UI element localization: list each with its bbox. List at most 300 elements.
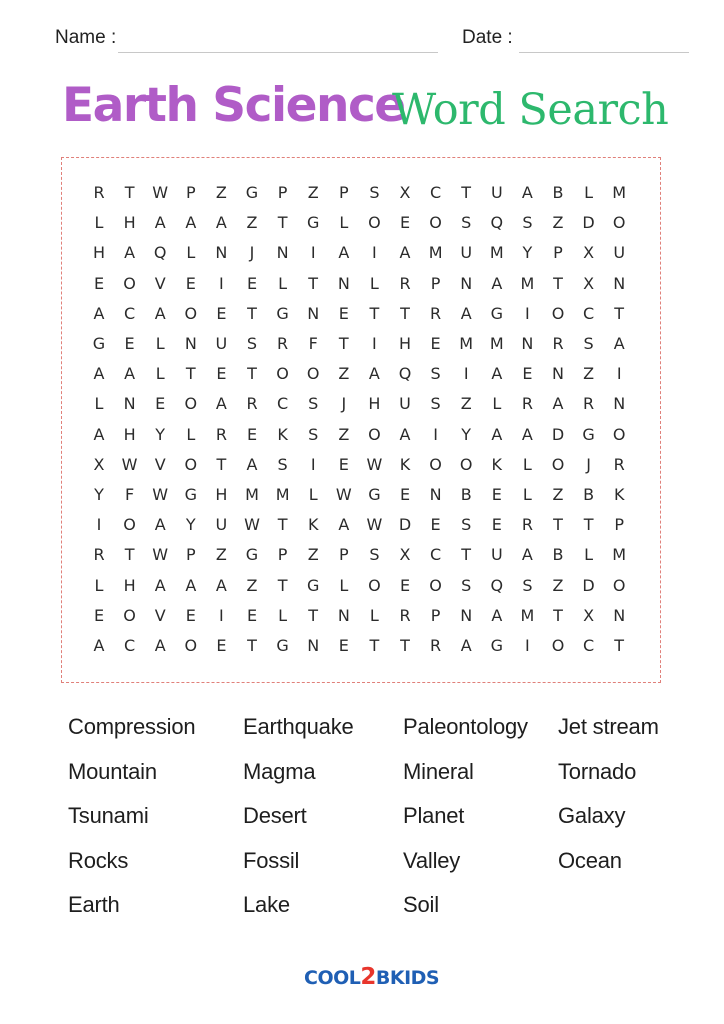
grid-letter[interactable]: T bbox=[247, 303, 257, 323]
grid-letter[interactable]: B bbox=[552, 183, 564, 202]
grid-letter[interactable]: M bbox=[520, 605, 535, 625]
grid-letter[interactable]: L bbox=[278, 273, 288, 293]
grid-letter[interactable]: R bbox=[613, 454, 625, 474]
grid-letter[interactable]: A bbox=[154, 213, 166, 233]
grid-letter[interactable]: L bbox=[339, 213, 349, 233]
name-field[interactable] bbox=[118, 52, 438, 53]
grid-letter[interactable]: N bbox=[460, 273, 473, 293]
grid-letter[interactable]: X bbox=[583, 243, 595, 263]
grid-letter[interactable]: N bbox=[307, 303, 320, 323]
grid-letter[interactable]: T bbox=[553, 605, 563, 625]
grid-letter[interactable]: G bbox=[184, 485, 197, 504]
grid-letter[interactable]: A bbox=[338, 515, 350, 535]
grid-letter[interactable]: S bbox=[308, 394, 319, 414]
grid-letter[interactable]: L bbox=[522, 485, 532, 504]
grid-letter[interactable]: V bbox=[154, 273, 166, 293]
grid-letter[interactable]: P bbox=[430, 605, 441, 625]
grid-letter[interactable]: X bbox=[399, 545, 411, 565]
grid-letter[interactable]: E bbox=[399, 485, 411, 504]
grid-letter[interactable]: C bbox=[430, 545, 442, 565]
grid-letter[interactable]: B bbox=[552, 545, 564, 565]
grid-letter[interactable]: N bbox=[123, 394, 136, 414]
grid-letter[interactable]: L bbox=[155, 334, 165, 353]
grid-letter[interactable]: Z bbox=[215, 545, 227, 565]
grid-letter[interactable]: S bbox=[461, 515, 472, 535]
grid-letter[interactable]: E bbox=[522, 364, 533, 384]
grid-letter[interactable]: E bbox=[185, 273, 196, 293]
grid-letter[interactable]: I bbox=[525, 303, 530, 323]
grid-letter[interactable]: P bbox=[553, 243, 563, 263]
grid-letter[interactable]: G bbox=[582, 424, 595, 444]
grid-letter[interactable]: O bbox=[551, 636, 565, 655]
grid-letter[interactable]: H bbox=[123, 213, 136, 233]
grid-letter[interactable]: O bbox=[123, 273, 136, 293]
grid-letter[interactable]: R bbox=[93, 545, 105, 565]
grid-letter[interactable]: H bbox=[92, 243, 106, 263]
grid-letter[interactable]: J bbox=[586, 454, 591, 474]
grid-letter[interactable]: U bbox=[613, 243, 626, 263]
grid-letter[interactable]: P bbox=[277, 545, 288, 565]
grid-letter[interactable]: R bbox=[430, 636, 442, 655]
grid-letter[interactable]: R bbox=[399, 605, 411, 625]
grid-letter[interactable]: L bbox=[339, 575, 349, 595]
grid-letter[interactable]: T bbox=[338, 334, 349, 353]
grid-letter[interactable]: O bbox=[184, 636, 198, 655]
grid-letter[interactable]: E bbox=[430, 515, 441, 535]
grid-letter[interactable]: A bbox=[93, 424, 105, 444]
grid-letter[interactable]: O bbox=[184, 303, 198, 323]
grid-letter[interactable]: O bbox=[368, 424, 381, 444]
grid-letter[interactable]: N bbox=[613, 605, 626, 625]
grid-letter[interactable]: A bbox=[521, 424, 533, 444]
grid-letter[interactable]: A bbox=[124, 364, 136, 384]
grid-letter[interactable]: A bbox=[154, 636, 166, 655]
grid-letter[interactable]: P bbox=[277, 183, 288, 202]
grid-letter[interactable]: L bbox=[94, 575, 104, 595]
grid-letter[interactable]: L bbox=[584, 545, 594, 565]
grid-letter[interactable]: I bbox=[310, 243, 316, 263]
grid-letter[interactable]: P bbox=[338, 183, 349, 202]
grid-row bbox=[84, 631, 644, 661]
grid-letter[interactable]: O bbox=[123, 605, 136, 625]
grid-letter[interactable]: Z bbox=[307, 545, 319, 565]
grid-letter[interactable]: W bbox=[366, 515, 383, 535]
grid-letter[interactable]: X bbox=[583, 605, 595, 625]
grid-letter[interactable]: X bbox=[399, 183, 411, 202]
grid-letter[interactable]: W bbox=[152, 545, 169, 565]
grid-letter[interactable]: A bbox=[215, 394, 227, 414]
grid-letter[interactable]: G bbox=[92, 334, 106, 353]
grid-letter[interactable]: E bbox=[246, 273, 258, 293]
grid-letter[interactable]: E bbox=[430, 334, 441, 353]
word-list-item: Tornado bbox=[558, 758, 637, 784]
grid-letter[interactable]: Q bbox=[490, 213, 504, 233]
grid-letter[interactable]: B bbox=[583, 485, 595, 504]
grid-letter[interactable]: T bbox=[400, 303, 410, 323]
grid-letter[interactable]: C bbox=[430, 183, 442, 202]
grid-letter[interactable]: U bbox=[215, 515, 228, 535]
grid-letter[interactable]: P bbox=[430, 273, 441, 293]
grid-letter[interactable]: O bbox=[184, 394, 198, 414]
grid-letter[interactable]: A bbox=[460, 303, 472, 323]
grid-letter[interactable]: A bbox=[154, 515, 166, 535]
grid-letter[interactable]: O bbox=[551, 454, 565, 474]
grid-letter[interactable]: O bbox=[429, 575, 442, 595]
grid-letter[interactable]: H bbox=[368, 394, 381, 414]
grid-letter[interactable]: Z bbox=[215, 183, 227, 202]
grid-letter[interactable]: G bbox=[490, 636, 503, 655]
grid-letter[interactable]: T bbox=[277, 213, 288, 233]
grid-letter[interactable]: I bbox=[372, 334, 377, 353]
grid-letter[interactable]: W bbox=[152, 183, 169, 202]
grid-letter[interactable]: T bbox=[400, 636, 410, 655]
grid-letter[interactable]: L bbox=[186, 243, 196, 263]
grid-letter[interactable]: R bbox=[583, 394, 595, 414]
grid-letter[interactable]: N bbox=[460, 605, 473, 625]
grid-letter[interactable]: M bbox=[489, 334, 504, 353]
grid-letter[interactable]: D bbox=[582, 575, 595, 595]
grid-letter[interactable]: K bbox=[277, 424, 288, 444]
grid-letter[interactable]: Q bbox=[153, 243, 167, 263]
grid-letter[interactable]: Y bbox=[185, 515, 196, 535]
grid-letter[interactable]: T bbox=[614, 303, 625, 323]
grid-letter[interactable]: U bbox=[490, 545, 503, 565]
grid-letter[interactable]: L bbox=[369, 273, 379, 293]
grid-letter[interactable]: T bbox=[308, 605, 319, 625]
grid-letter[interactable]: O bbox=[459, 454, 473, 474]
grid-letter[interactable]: Y bbox=[522, 243, 533, 263]
grid-letter[interactable]: O bbox=[306, 364, 320, 384]
grid-letter[interactable]: N bbox=[307, 636, 320, 655]
grid-letter[interactable]: E bbox=[491, 515, 502, 535]
grid-letter[interactable]: B bbox=[460, 485, 472, 504]
grid-letter[interactable]: A bbox=[93, 364, 105, 384]
grid-letter[interactable]: R bbox=[215, 424, 227, 444]
grid-letter[interactable]: E bbox=[338, 636, 349, 655]
grid-letter[interactable]: I bbox=[219, 605, 224, 625]
grid-letter[interactable]: J bbox=[341, 394, 347, 414]
grid-letter[interactable]: R bbox=[430, 303, 442, 323]
grid-letter[interactable]: L bbox=[492, 394, 502, 414]
grid-letter[interactable]: I bbox=[433, 424, 438, 444]
grid-letter[interactable]: O bbox=[429, 454, 442, 474]
grid-letter[interactable]: O bbox=[123, 515, 136, 535]
grid-letter[interactable]: A bbox=[491, 364, 503, 384]
grid-letter[interactable]: A bbox=[215, 213, 227, 233]
grid-letter[interactable]: C bbox=[277, 394, 289, 414]
grid-letter[interactable]: G bbox=[276, 303, 289, 323]
grid-letter[interactable]: W bbox=[121, 454, 138, 474]
grid-letter[interactable]: L bbox=[278, 605, 288, 625]
grid-letter[interactable]: E bbox=[338, 454, 349, 474]
grid-letter[interactable]: Y bbox=[155, 424, 166, 444]
grid-letter[interactable]: S bbox=[430, 394, 441, 414]
grid-letter[interactable]: M bbox=[612, 183, 627, 202]
grid-letter[interactable]: L bbox=[369, 605, 379, 625]
grid-letter[interactable]: S bbox=[461, 213, 472, 233]
grid-letter[interactable]: A bbox=[368, 364, 380, 384]
grid-letter[interactable]: N bbox=[613, 273, 626, 293]
grid-letter[interactable]: G bbox=[368, 485, 381, 504]
grid-letter[interactable]: T bbox=[277, 515, 288, 535]
grid-letter[interactable]: T bbox=[277, 575, 288, 595]
grid-letter[interactable]: G bbox=[276, 636, 289, 655]
grid-letter[interactable]: T bbox=[124, 183, 135, 202]
grid-letter[interactable]: I bbox=[616, 364, 622, 384]
grid-letter[interactable]: A bbox=[185, 213, 197, 233]
grid-letter[interactable]: A bbox=[399, 424, 411, 444]
grid-letter[interactable]: R bbox=[552, 334, 564, 353]
grid-letter[interactable]: W bbox=[152, 485, 169, 504]
grid-letter[interactable]: K bbox=[399, 454, 411, 474]
grid-letter[interactable]: E bbox=[399, 213, 411, 233]
grid-letter[interactable]: S bbox=[522, 575, 533, 595]
grid-letter[interactable]: G bbox=[490, 303, 503, 323]
grid-letter[interactable]: A bbox=[124, 243, 136, 263]
grid-letter[interactable]: S bbox=[583, 334, 594, 353]
grid-letter[interactable]: E bbox=[246, 424, 258, 444]
grid-letter[interactable]: E bbox=[93, 273, 105, 293]
grid-letter[interactable]: F bbox=[308, 334, 318, 353]
grid-letter[interactable]: I bbox=[372, 243, 377, 263]
grid-letter[interactable]: K bbox=[307, 515, 319, 535]
grid-row bbox=[84, 329, 644, 359]
grid-letter[interactable]: C bbox=[124, 636, 136, 655]
grid-letter[interactable]: H bbox=[123, 424, 136, 444]
header-row bbox=[0, 26, 724, 56]
grid-letter[interactable]: U bbox=[215, 334, 228, 353]
grid-letter[interactable]: L bbox=[155, 364, 165, 384]
grid-letter[interactable]: Z bbox=[552, 575, 564, 595]
grid-letter[interactable]: N bbox=[337, 273, 350, 293]
grid-letter[interactable]: I bbox=[463, 364, 469, 384]
grid-letter[interactable]: O bbox=[184, 454, 198, 474]
grid-letter[interactable]: A bbox=[215, 575, 227, 595]
grid-letter[interactable]: I bbox=[310, 454, 316, 474]
grid-letter[interactable]: T bbox=[308, 273, 319, 293]
grid-letter[interactable]: I bbox=[525, 636, 530, 655]
word-list-item: Earth bbox=[68, 892, 120, 918]
grid-letter[interactable]: H bbox=[215, 485, 228, 504]
grid-letter[interactable]: K bbox=[613, 485, 625, 504]
grid-letter[interactable]: M bbox=[520, 273, 535, 293]
grid-letter[interactable]: G bbox=[306, 213, 320, 233]
grid-letter[interactable]: M bbox=[489, 243, 504, 263]
grid-letter[interactable]: E bbox=[399, 575, 411, 595]
grid-letter[interactable]: U bbox=[460, 243, 473, 263]
grid-letter[interactable]: R bbox=[93, 183, 105, 202]
name-label: Name : bbox=[55, 27, 117, 48]
grid-letter[interactable]: N bbox=[613, 394, 626, 414]
grid-letter[interactable]: O bbox=[429, 213, 442, 233]
grid-letter[interactable]: N bbox=[429, 485, 442, 504]
grid-letter[interactable]: L bbox=[584, 183, 594, 202]
grid-letter[interactable]: U bbox=[399, 394, 411, 414]
grid-letter[interactable]: L bbox=[522, 454, 532, 474]
grid-letter[interactable]: T bbox=[553, 515, 563, 535]
grid-letter[interactable]: E bbox=[124, 334, 135, 353]
grid-letter[interactable]: L bbox=[186, 424, 196, 444]
grid-letter[interactable]: V bbox=[154, 454, 166, 474]
grid-letter[interactable]: S bbox=[430, 364, 441, 384]
grid-letter[interactable]: R bbox=[246, 394, 258, 414]
grid-letter[interactable]: E bbox=[216, 303, 227, 323]
grid-letter[interactable]: G bbox=[245, 545, 259, 565]
grid-letter[interactable]: L bbox=[308, 485, 318, 504]
grid-letter[interactable]: Z bbox=[246, 213, 258, 233]
grid-letter[interactable]: G bbox=[306, 575, 320, 595]
grid-letter[interactable]: T bbox=[247, 364, 257, 384]
grid-letter[interactable]: Z bbox=[338, 424, 350, 444]
grid-row bbox=[84, 510, 644, 540]
grid-letter[interactable]: G bbox=[245, 183, 259, 202]
title-word-search: Word Search bbox=[392, 85, 669, 135]
grid-letter[interactable]: T bbox=[553, 273, 563, 293]
grid-letter[interactable]: Z bbox=[460, 394, 472, 414]
grid-letter[interactable]: O bbox=[612, 424, 626, 444]
grid-letter[interactable]: O bbox=[368, 575, 381, 595]
grid-letter[interactable]: P bbox=[185, 545, 196, 565]
grid-letter[interactable]: T bbox=[216, 454, 227, 474]
grid-letter[interactable]: N bbox=[552, 364, 564, 384]
grid-letter[interactable]: N bbox=[521, 334, 534, 353]
grid-letter[interactable]: A bbox=[93, 303, 105, 323]
grid-letter[interactable]: Q bbox=[490, 575, 504, 595]
grid-letter[interactable]: Y bbox=[461, 424, 472, 444]
grid-letter[interactable]: A bbox=[613, 334, 625, 353]
grid-letter[interactable]: A bbox=[154, 303, 166, 323]
grid-letter[interactable]: T bbox=[369, 636, 380, 655]
grid-letter[interactable]: X bbox=[583, 273, 595, 293]
grid-letter[interactable]: O bbox=[276, 364, 289, 384]
grid-letter[interactable]: E bbox=[155, 394, 166, 414]
grid-letter[interactable]: N bbox=[184, 334, 197, 353]
grid-letter[interactable]: O bbox=[551, 303, 565, 323]
grid-letter[interactable]: D bbox=[582, 213, 595, 233]
grid-letter[interactable]: E bbox=[216, 364, 227, 384]
grid-letter[interactable]: O bbox=[612, 575, 626, 595]
grid-letter[interactable]: E bbox=[246, 605, 258, 625]
grid-letter[interactable]: S bbox=[277, 454, 288, 474]
grid-letter[interactable]: A bbox=[521, 545, 533, 565]
grid-letter[interactable]: P bbox=[614, 515, 625, 535]
grid-letter[interactable]: A bbox=[338, 243, 350, 263]
grid-letter[interactable]: M bbox=[612, 545, 627, 565]
grid-letter[interactable]: A bbox=[246, 454, 258, 474]
grid-letter[interactable]: Z bbox=[338, 364, 350, 384]
grid-letter[interactable]: Z bbox=[307, 183, 319, 202]
grid-letter[interactable]: T bbox=[461, 183, 472, 202]
grid-letter[interactable]: E bbox=[185, 605, 196, 625]
grid-letter[interactable]: O bbox=[368, 213, 381, 233]
grid-letter[interactable]: A bbox=[460, 636, 472, 655]
grid-letter[interactable]: A bbox=[491, 605, 503, 625]
grid-letter[interactable]: I bbox=[219, 273, 224, 293]
grid-letter[interactable]: T bbox=[614, 636, 625, 655]
grid-letter[interactable]: A bbox=[521, 183, 533, 202]
grid-letter[interactable]: A bbox=[185, 575, 197, 595]
grid-letter[interactable]: A bbox=[399, 243, 411, 263]
grid-letter[interactable]: Z bbox=[552, 213, 564, 233]
grid-letter[interactable]: T bbox=[124, 545, 135, 565]
grid-letter[interactable]: H bbox=[398, 334, 412, 353]
grid-letter[interactable]: T bbox=[185, 364, 196, 384]
word-list-item: Compression bbox=[68, 714, 196, 739]
grid-letter[interactable]: A bbox=[154, 575, 166, 595]
grid-letter[interactable]: T bbox=[247, 636, 257, 655]
grid-letter[interactable]: S bbox=[246, 334, 258, 353]
grid-letter[interactable]: F bbox=[124, 485, 135, 504]
grid-letter[interactable]: L bbox=[94, 394, 104, 414]
grid-letter[interactable]: Y bbox=[94, 485, 104, 504]
grid-letter[interactable]: A bbox=[93, 636, 105, 655]
grid-letter[interactable]: E bbox=[338, 303, 349, 323]
grid-letter[interactable]: E bbox=[216, 636, 227, 655]
grid-letter[interactable]: E bbox=[93, 605, 105, 625]
grid-letter[interactable]: R bbox=[521, 515, 533, 535]
grid-letter[interactable]: T bbox=[461, 545, 472, 565]
grid-letter[interactable]: R bbox=[399, 273, 411, 293]
grid-letter[interactable]: L bbox=[94, 213, 104, 233]
grid-letter[interactable]: Q bbox=[398, 364, 412, 384]
grid-letter[interactable]: A bbox=[552, 394, 564, 414]
grid-letter[interactable]: Z bbox=[246, 575, 258, 595]
grid-letter[interactable]: K bbox=[491, 454, 503, 474]
grid-letter[interactable]: J bbox=[249, 243, 255, 263]
grid-letter[interactable]: N bbox=[337, 605, 350, 625]
grid-letter[interactable]: M bbox=[459, 334, 474, 353]
grid-letter[interactable]: A bbox=[491, 273, 503, 293]
grid-letter[interactable]: I bbox=[96, 515, 102, 535]
grid-letter[interactable]: N bbox=[276, 243, 289, 263]
grid-letter[interactable]: W bbox=[244, 515, 260, 535]
grid-letter[interactable]: N bbox=[215, 243, 228, 263]
grid-letter[interactable]: C bbox=[583, 303, 595, 323]
grid-letter[interactable]: V bbox=[154, 605, 166, 625]
grid-letter[interactable]: R bbox=[277, 334, 289, 353]
grid-letter[interactable]: D bbox=[551, 424, 565, 444]
grid-letter[interactable]: H bbox=[123, 575, 136, 595]
grid-letter[interactable]: O bbox=[612, 213, 626, 233]
grid-letter[interactable]: M bbox=[275, 485, 290, 504]
grid-letter[interactable]: W bbox=[366, 454, 383, 474]
grid-letter[interactable]: E bbox=[491, 485, 502, 504]
grid-letter[interactable]: D bbox=[398, 515, 412, 535]
grid-letter[interactable]: Z bbox=[583, 364, 595, 384]
grid-letter[interactable]: S bbox=[522, 213, 533, 233]
grid-letter[interactable]: U bbox=[490, 183, 503, 202]
grid-letter[interactable]: S bbox=[308, 424, 319, 444]
grid-letter[interactable]: C bbox=[124, 303, 136, 323]
grid-letter[interactable]: A bbox=[491, 424, 503, 444]
grid-letter[interactable]: R bbox=[521, 394, 533, 414]
grid-letter[interactable]: M bbox=[245, 485, 259, 504]
grid-letter[interactable]: X bbox=[93, 454, 105, 474]
grid-letter[interactable]: S bbox=[369, 545, 380, 565]
grid-letter[interactable]: S bbox=[369, 183, 380, 202]
grid-letter[interactable]: C bbox=[583, 636, 595, 655]
grid-letter[interactable]: T bbox=[583, 515, 594, 535]
date-field[interactable] bbox=[519, 52, 689, 53]
grid-row bbox=[84, 450, 644, 480]
grid-letter[interactable]: P bbox=[185, 183, 196, 202]
grid-letter[interactable]: P bbox=[338, 545, 349, 565]
grid-letter[interactable]: W bbox=[335, 485, 352, 504]
grid-letter[interactable]: Z bbox=[552, 485, 564, 504]
grid-letter[interactable]: T bbox=[369, 303, 380, 323]
grid-letter[interactable]: S bbox=[461, 575, 472, 595]
grid-letter[interactable]: M bbox=[428, 243, 443, 263]
